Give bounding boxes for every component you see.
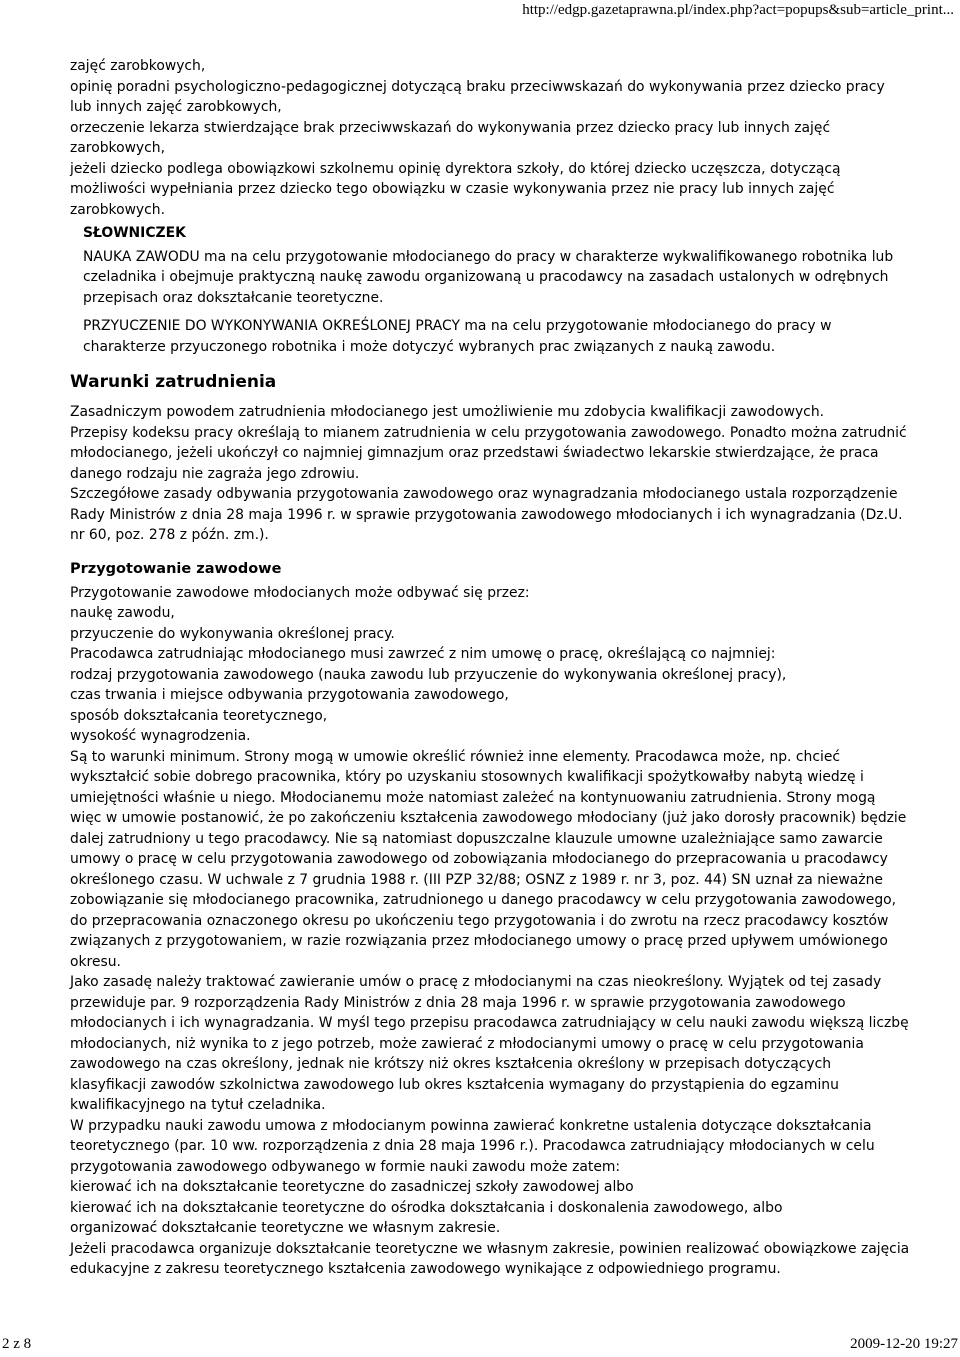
list-item: czas trwania i miejsce odbywania przygotowania zawodowego, [70, 687, 509, 703]
list-item: naukę zawodu, [70, 605, 175, 621]
paragraph: Pracodawca zatrudniając młodocianego musi zawrzeć z nim umowę o pracę, określającą co najmniej: [70, 646, 776, 662]
list-item: organizować dokształcanie teoretyczne we własnym zakresie. [70, 1220, 501, 1236]
paragraph: Jako zasadę należy traktować zawieranie umów o pracę z młodocianymi na czas nieokreślony. Wyjątek od tej zasady przewiduje par. 9 rozporządzenia Rady Ministrów z dnia 28 maja 1996 r. w sprawie przygotowania zawodowego młodocianych i ich wynagradzania. W myśl tego przepisu pracodawca zatrudniający w celu nauki zawodu większą liczbę młodocianych, niż wynika to z jego potrzeb, może zawierać z młodocianymi umowy o pracę w celu przygotowania zawodowego na czas określony, jednak nie krótszy niż okres kształcenia określony w przepisach dotyczących klasyfikacji zawodów szkolnictwa zawodowego lub okres kształcenia wymagany do przystąpienia do egzaminu kwalifikacyjnego na tytuł czeladnika. [70, 974, 909, 1113]
paragraph: W przypadku nauki zawodu umowa z młodocianym powinna zawierać konkretne ustalenia dotyczące dokształcania teoretycznego (par. 10 ww. rozporządzenia z dnia 28 maja 1996 r.). Pracodawca zatrudniający młodocianych w celu przygotowania zawodowego odbywanego w formie nauki zawodu może zatem: [70, 1117, 875, 1175]
paragraph: Przygotowanie zawodowe młodocianych może odbywać się przez: [70, 584, 530, 601]
list-item: sposób dokształcania teoretycznego, [70, 707, 328, 724]
glossary-heading: SŁOWNICZEK [83, 225, 186, 241]
subsection-title: Przygotowanie zawodowe [70, 560, 282, 577]
paragraph: Jeżeli pracodawca organizuje dokształcanie teoretyczne we własnym zakresie, powinien realizować obowiązkowe zajęcia edukacyjne z zakresu teoretycznego kształcenia zawodowego wynikające z odpowiedniego programu. [70, 1240, 910, 1277]
paragraph: Zasadniczym powodem zatrudnienia młodocianego jest umożliwienie mu zdobycia kwalifikacji zawodowych. [70, 404, 825, 420]
list-item: opinię poradni psychologiczno-pedagogicznej dotyczącą braku przeciwwskazań do wykonywania przez dziecko pracy lub innych zajęć zarobkowych, [70, 78, 885, 115]
paragraph: Przepisy kodeksu pracy określają to mianem zatrudnienia w celu przygotowania zawodowego. Ponadto można zatrudnić młodocianego, jeżeli ukończył co najmniej gimnazjum oraz przedstawi świadectwo lekarskie stwierdzające, że praca danego rodzaju nie zagraża jego zdrowiu. [70, 424, 907, 482]
list-item: jeżeli dziecko podlega obowiązkowi szkolnemu opinię dyrektora szkoły, do której dziecko uczęszcza, dotyczącą możliwości wypełniania przez dziecko tego obowiązku w czasie wykonywania przez nie pracy lub innych zajęć zarobkowych. [70, 160, 841, 218]
print-datetime: 2009-12-20 19:27 [850, 1336, 958, 1352]
list-item: zajęć zarobkowych, [70, 58, 206, 74]
glossary-entry: PRZYUCZENIE DO WYKONYWANIA OKREŚLONEJ PRACY ma na celu przygotowanie młodocianego do pracy w charakterze przyuczonego robotnika i może dotyczyć wybranych prac związanych z nauką zawodu. [83, 318, 832, 355]
article-body [70, 56, 910, 1280]
list-item: rodzaj przygotowania zawodowego (nauka zawodu lub przyuczenie do wykonywania określonej pracy), [70, 666, 787, 683]
list-item: przyuczenie do wykonywania określonej pracy. [70, 625, 395, 642]
paragraph: Szczegółowe zasady odbywania przygotowania zawodowego oraz wynagradzania młodocianego ustala rozporządzenie Rady Ministrów z dnia 28 maja 1996 r. w sprawie przygotowania zawodowego młodocianych i ich wynagradzania (Dz.U. nr 60, poz. 278 z późn. zm.). [70, 486, 903, 543]
list-item: orzeczenie lekarza stwierdzające brak przeciwwskazań do wykonywania przez dziecko pracy lub innych zajęć zarobkowych, [70, 119, 831, 156]
print-url: http://edgp.gazetaprawna.pl/index.php?act=popups&sub=article_print... [522, 2, 954, 18]
list-item: wysokość wynagrodzenia. [70, 728, 251, 744]
glossary-entry: NAUKA ZAWODU ma na celu przygotowanie młodocianego do pracy w charakterze wykwalifikowanego robotnika lub czeladnika i obejmuje praktyczną naukę zawodu organizowaną u pracodawcy na zasadach ustalonych w odrębnych przepisach oraz dokształcanie teoretyczne. [83, 248, 894, 306]
list-item: kierować ich na dokształcanie teoretyczne do zasadniczej szkoły zawodowej albo [70, 1179, 634, 1195]
section-title: Warunki zatrudnienia [70, 372, 277, 392]
list-item: kierować ich na dokształcanie teoretyczne do ośrodka dokształcania i doskonalenia zawodowego, albo [70, 1199, 783, 1216]
paragraph: Są to warunki minimum. Strony mogą w umowie określić również inne elementy. Pracodawca może, np. chcieć wykształcić sobie dobrego pracownika, który po uzyskaniu stosownych kwalifikacji spożytkowałby nabytą wiedzę i umiejętności właśnie u niego. Młodocianemu może natomiast zależeć na kontynuowaniu zatrudnienia. Strony mogą więc w umowie postanowić, że po zakończeniu kształcenia zawodowego młodociany (już jako dorosły pracownik) będzie dalej zatrudniony u tego pracodawcy. Nie są natomiast dopuszczalne klauzule umowne uzależniające samo zawarcie umowy o pracę w celu przygotowania zawodowego od zobowiązania młodocianego do przepracowania u pracodawcy określonego czasu. W uchwale z 7 grudnia 1988 r. (III PZP 32/88; OSNZ z 1989 r. nr 3, poz. 44) SN uznał za nieważne zobowiązanie się młodocianego pracownika, zatrudnionego u danego pracodawcy w celu przygotowania zawodowego, do przepracowania oznaczonego okresu po ukończeniu tego przygotowania i do zwrotu na rzecz pracodawcy kosztów związanych z przygotowaniem, w razie rozwiązania przez młodocianego umowy o pracę przed upływem umówionego okresu. [70, 748, 907, 970]
page-number: 2 z 8 [2, 1336, 32, 1352]
